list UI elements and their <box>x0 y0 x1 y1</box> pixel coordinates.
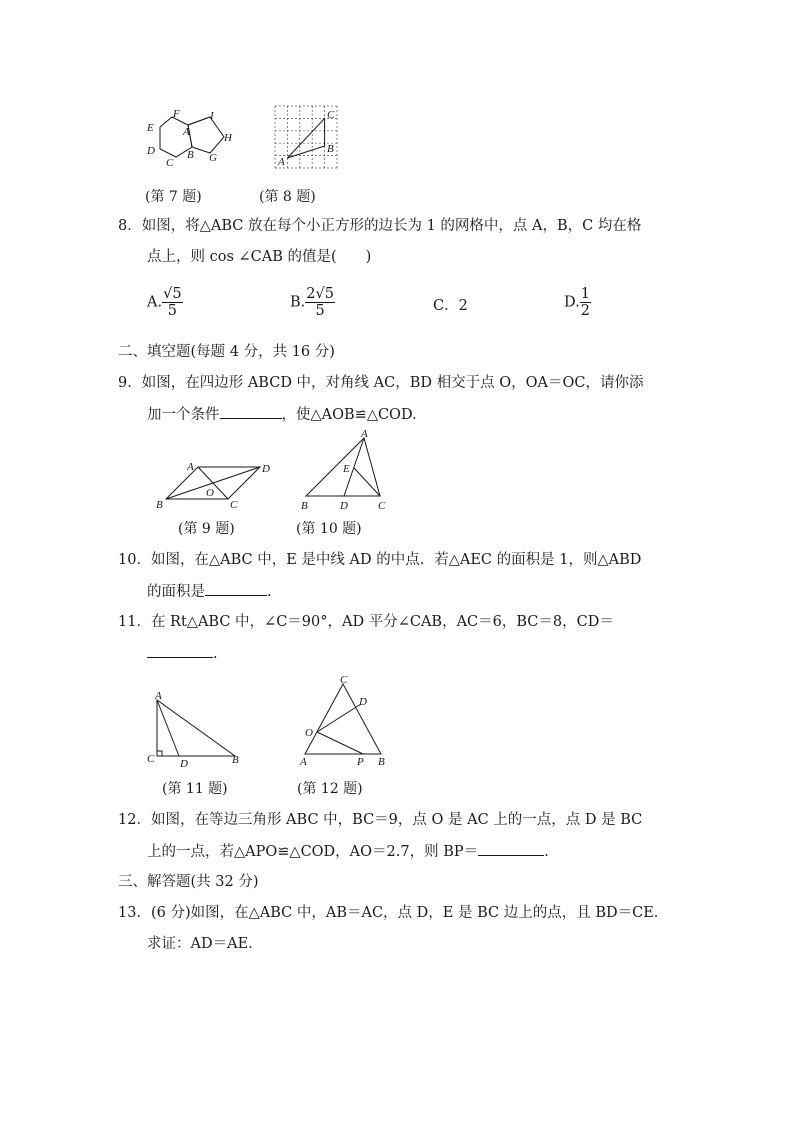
fig9-label-o: O <box>206 487 214 499</box>
q8-line1: 8．如图，将△ABC 放在每个小正方形的边长为 1 的网格中，点 A，B，C 均在格 <box>118 218 642 234</box>
fig11-label-b: B <box>232 754 239 766</box>
q13-line1: 13．(6 分)如图，在△ABC 中，AB＝AC，点 D，E 是 BC 边上的点，且 BD＝CE. <box>118 905 659 921</box>
q10-line2 <box>147 581 272 602</box>
q12-answer-blank[interactable] <box>478 841 544 856</box>
fig7-label-b: B <box>187 149 194 161</box>
q8-option-d[interactable] <box>564 286 591 319</box>
fig10-label-a: A <box>361 428 368 440</box>
q11-line1: 11．在 Rt△ABC 中，∠C＝90°，AD 平分∠CAB，AC＝6，BC＝8，CD＝ <box>118 614 614 630</box>
fig9-label-d: D <box>262 463 270 475</box>
fig10-label-c: C <box>378 500 386 512</box>
fig12-label-a: A <box>300 756 307 768</box>
figure-8 <box>273 104 341 170</box>
fig9-label-b: B <box>156 499 163 511</box>
q12-line2-a: 上的一点，若△APO≌△COD，AO＝2.7，则 BP＝ <box>147 844 479 860</box>
q8-option-a-num: √5 <box>163 286 182 302</box>
q8-line2: 点上，则 cos ∠CAB 的值是( ) <box>147 249 372 265</box>
fig11-label-d: D <box>180 758 188 770</box>
fig7-caption: (第 7 题) <box>145 189 202 205</box>
figure-11 <box>145 688 255 768</box>
fig7-label-f: F <box>173 108 180 120</box>
fig10-label-d: D <box>340 500 348 512</box>
fig11-label-c: C <box>147 753 155 765</box>
q8-option-d-prefix: D. <box>564 294 580 311</box>
fig7-pentagon <box>188 117 224 153</box>
fig7-label-e: E <box>147 122 154 134</box>
q8-option-a-prefix: A. <box>147 294 163 311</box>
fig12-triangle <box>305 684 381 754</box>
q8-option-c[interactable]: C．2 <box>433 298 468 314</box>
fig7-label-d: D <box>147 145 155 157</box>
fig11-triangle <box>157 700 235 756</box>
figure-9 <box>152 462 277 512</box>
section-3-heading: 三、解答题(共 32 分) <box>118 874 259 890</box>
q10-line1: 10．如图，在△ABC 中，E 是中线 AD 的中点．若△AEC 的面积是 1，则△ABD <box>118 552 642 568</box>
fig10-caption: (第 10 题) <box>296 521 362 537</box>
fig7-label-h: H <box>224 132 232 144</box>
q12-line2 <box>147 841 549 862</box>
q9-line2-a: 加一个条件 <box>147 407 220 423</box>
fig7-label-i: I <box>210 110 214 122</box>
fig10-label-e: E <box>343 463 350 475</box>
q9-answer-blank[interactable] <box>220 404 282 419</box>
fig12-label-d: D <box>359 696 367 708</box>
q13-line2: 求证：AD＝AE. <box>147 936 253 952</box>
q12-line2-b: . <box>544 844 549 860</box>
fig9-caption: (第 9 题) <box>178 521 235 537</box>
figure-7 <box>140 105 250 170</box>
q8-option-b-prefix: B. <box>290 294 306 311</box>
fig12-label-p: P <box>357 756 364 768</box>
fig8-label-b: B <box>327 143 334 155</box>
q11-answer-blank[interactable] <box>147 643 213 658</box>
q10-answer-blank[interactable] <box>205 581 267 596</box>
fig7-label-g: G <box>209 152 217 164</box>
fig9-label-a: A <box>187 461 194 473</box>
fig10-label-b: B <box>301 500 308 512</box>
section-2-heading: 二、填空题(每题 4 分，共 16 分) <box>118 344 335 360</box>
fig12-label-b: B <box>378 756 385 768</box>
q8-option-a-den: 5 <box>167 303 177 319</box>
q8-option-d-den: 2 <box>580 303 590 319</box>
fig12-label-o: O <box>305 727 313 739</box>
figure-10 <box>298 428 393 514</box>
q8-option-a[interactable] <box>147 286 183 319</box>
q11-line2 <box>147 643 218 664</box>
q10-line2-a: 的面积是 <box>147 584 205 600</box>
fig8-triangle <box>287 118 324 158</box>
q8-option-d-num: 1 <box>580 286 590 302</box>
figure-12 <box>295 672 395 770</box>
q9-line2-b: ，使△AOB≌△COD. <box>281 407 417 423</box>
q8-option-b[interactable] <box>290 286 335 319</box>
fig8-caption: (第 8 题) <box>259 189 316 205</box>
fig7-label-a: A <box>183 126 190 138</box>
q12-line1: 12．如图，在等边三角形 ABC 中，BC＝9，点 O 是 AC 上的一点，点 D 是 BC <box>118 812 643 828</box>
fig8-label-c: C <box>327 109 335 121</box>
fig12-caption: (第 12 题) <box>297 781 363 797</box>
q8-option-b-den: 5 <box>315 303 325 319</box>
q11-line2-b: . <box>213 646 218 662</box>
fig7-label-c: C <box>166 157 174 169</box>
fig12-label-c: C <box>340 674 348 686</box>
q9-line2 <box>147 404 417 425</box>
fig11-caption: (第 11 题) <box>162 781 228 797</box>
fig8-label-a: A <box>278 156 285 168</box>
q8-option-b-num: 2√5 <box>306 286 334 302</box>
fig9-label-c: C <box>230 499 238 511</box>
fig11-label-a: A <box>155 690 162 702</box>
q9-line1: 9．如图，在四边形 ABCD 中，对角线 AC，BD 相交于点 O，OA＝OC，请你添 <box>118 375 644 391</box>
q10-line2-b: . <box>267 584 272 600</box>
